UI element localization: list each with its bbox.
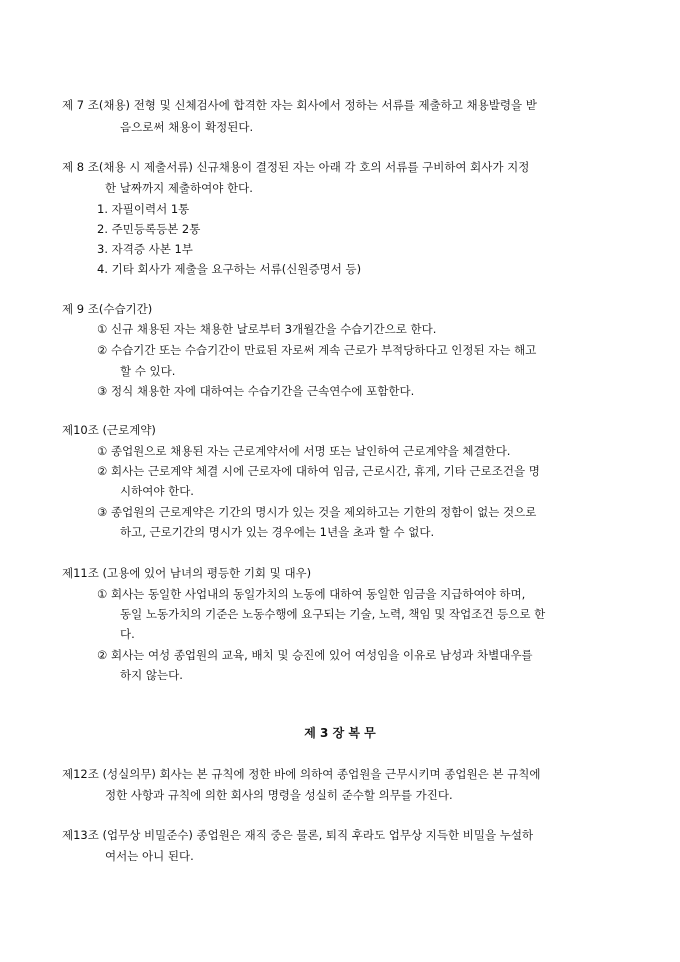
article-text-line: 음으로써 채용이 확정된다.	[120, 120, 254, 134]
list-item: 2. 주민등록등본 2통	[97, 222, 201, 236]
article-text-line: 여서는 아니 된다.	[105, 849, 194, 863]
article-text-line: 제12조 (성실의무) 회사는 본 규칙에 정한 바에 의하여 종업원을 근무시키며 종업원은 본 규칙에	[62, 767, 541, 781]
article-heading: 제10조 (근로계약)	[62, 423, 156, 437]
list-item: ① 신규 채용된 자는 채용한 날로부터 3개월간을 수습기간으로 한다.	[97, 322, 437, 336]
list-item: ③ 종업원의 근로계약은 기간의 명시가 있는 것을 제외하고는 기한의 정함이 없는 것으로	[97, 505, 537, 519]
list-item: ③ 정식 채용한 자에 대하여는 수습기간을 근속연수에 포함한다.	[97, 384, 415, 398]
list-item: ① 회사는 동일한 사업내의 동일가치의 노동에 대하여 동일한 임금을 지급하여야 하며,	[97, 587, 526, 601]
article-heading: 제 9 조(수습기간)	[62, 302, 153, 316]
article-text-line: 한 날짜까지 제출하여야 한다.	[105, 181, 253, 195]
list-item: 4. 기타 회사가 제출을 요구하는 서류(신원증명서 등)	[97, 262, 362, 276]
list-item-continuation: 할 수 있다.	[120, 364, 176, 378]
list-item: ② 수습기간 또는 수습기간이 만료된 자로써 계속 근로가 부적당하다고 인정된 자는 해고	[97, 343, 537, 357]
list-item-continuation: 시하여야 한다.	[120, 484, 194, 498]
list-item: ② 회사는 근로계약 체결 시에 근로자에 대하여 임금, 근로시간, 휴게, 기타 근로조건을 명	[97, 464, 540, 478]
article-text-line: 제 7 조(채용) 전형 및 신체검사에 합격한 자는 회사에서 정하는 서류를 제출하고 채용발령을 받	[62, 98, 537, 112]
article-text-line: 정한 사항과 규칙에 의한 회사의 명령을 성실히 준수할 의무를 가진다.	[105, 788, 453, 802]
list-item: 3. 자격증 사본 1부	[97, 242, 193, 256]
list-item-continuation: 동일 노동가치의 기준은 노동수행에 요구되는 기술, 노력, 책임 및 작업조건 등으로 한	[120, 607, 546, 621]
chapter-title: 제 3 장 복 무	[304, 726, 376, 740]
article-heading: 제11조 (고용에 있어 남녀의 평등한 기회 및 대우)	[62, 566, 312, 580]
list-item-continuation: 하지 않는다.	[120, 668, 183, 682]
article-text-line: 제13조 (업무상 비밀준수) 종업원은 재직 중은 물론, 퇴직 후라도 업무상 지득한 비밀을 누설하	[62, 828, 534, 842]
list-item-continuation: 하고, 근로기간의 명시가 있는 경우에는 1년을 초과 할 수 없다.	[120, 525, 435, 539]
list-item-continuation: 다.	[120, 627, 135, 641]
list-item: ① 종업원으로 채용된 자는 근로계약서에 서명 또는 날인하여 근로계약을 체결한다.	[97, 444, 511, 458]
list-item: ② 회사는 여성 종업원의 교육, 배치 및 승진에 있어 여성임을 이유로 남성과 차별대우를	[97, 648, 533, 662]
article-text-line: 제 8 조(채용 시 제출서류) 신규채용이 결정된 자는 아래 각 호의 서류를 구비하여 회사가 지정	[62, 160, 530, 174]
list-item: 1. 자필이력서 1통	[97, 202, 190, 216]
